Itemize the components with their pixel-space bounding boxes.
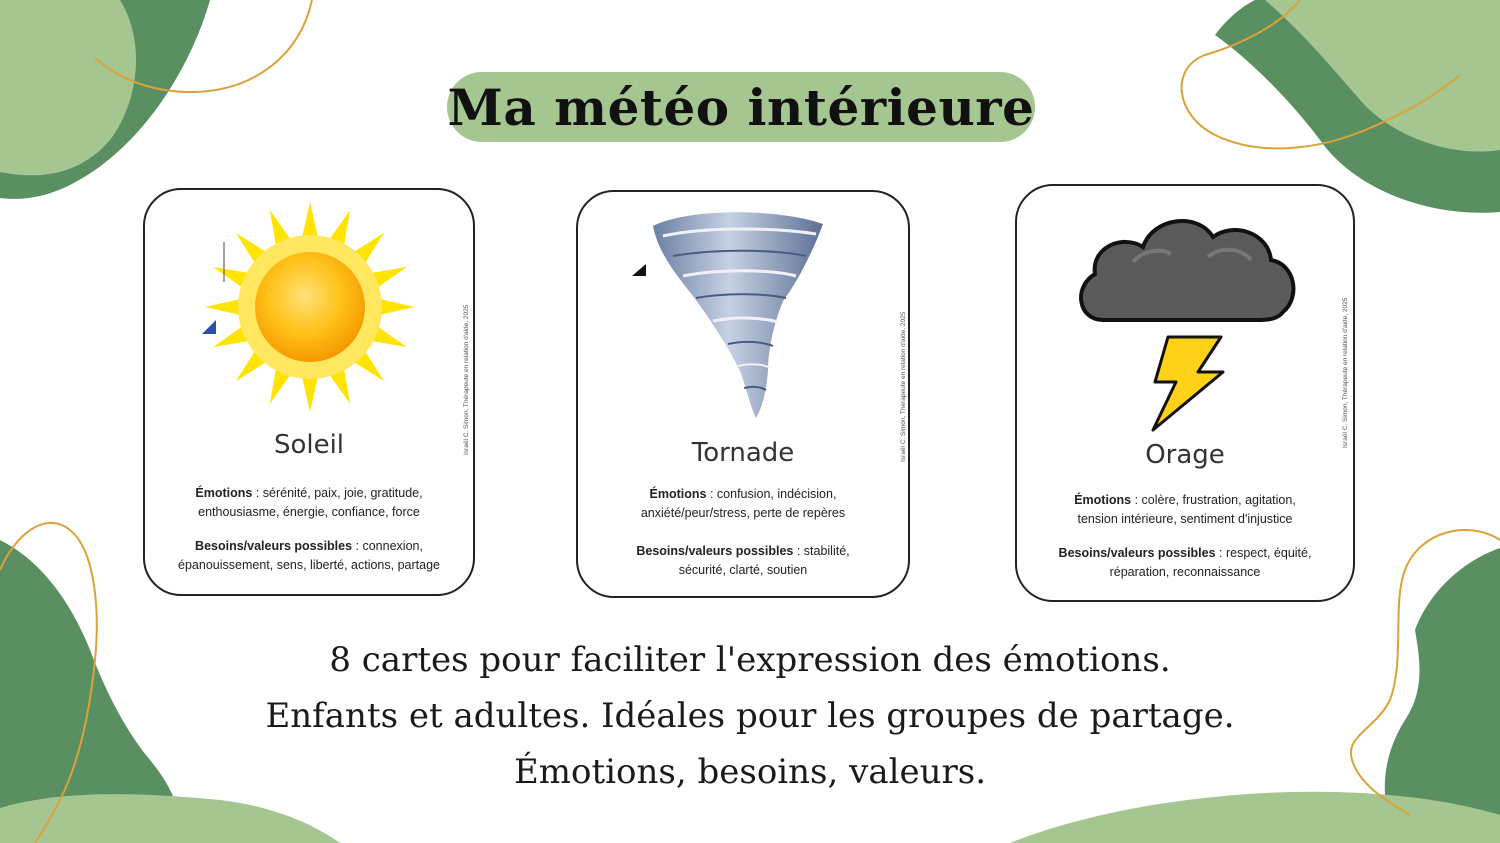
card-title: Orage bbox=[1145, 440, 1225, 470]
besoins-text bbox=[1031, 544, 1339, 582]
emotions-line2: tension intérieure, sentiment d'injustice bbox=[1077, 512, 1293, 526]
besoins-line2: sécurité, clarté, soutien bbox=[678, 563, 808, 577]
card-tornade bbox=[576, 190, 910, 598]
emotions-line2: enthousiasme, énergie, confiance, force bbox=[198, 505, 420, 519]
besoins-line2: épanouissement, sens, liberté, actions, partage bbox=[178, 558, 440, 572]
tagline bbox=[150, 632, 1350, 800]
card-title: Tornade bbox=[691, 438, 795, 468]
besoins-line1: : respect, équité, bbox=[1215, 546, 1312, 560]
card-credit: Israël C. Simon, Thérapeute en relation d'aide, 2025 bbox=[900, 311, 907, 462]
emotions-line2: anxiété/peur/stress, perte de repères bbox=[640, 506, 846, 520]
card-credit: Israël C. Simon, Thérapeute en relation d'aide, 2025 bbox=[463, 304, 470, 455]
emotions-line1: : sérénité, paix, joie, gratitude, bbox=[252, 486, 423, 500]
emotions-label: Émotions bbox=[1074, 493, 1132, 507]
tagline-line-1: 8 cartes pour faciliter l'expression des émotions. bbox=[329, 640, 1171, 680]
card-title: Soleil bbox=[273, 430, 345, 460]
card-soleil bbox=[143, 188, 475, 596]
sun-icon bbox=[200, 202, 420, 417]
emotions-line1: : confusion, indécision, bbox=[706, 487, 837, 501]
emotions-text bbox=[592, 485, 894, 523]
besoins-label: Besoins/valeurs possibles bbox=[195, 539, 353, 553]
emotions-line1: : colère, frustration, agitation, bbox=[1131, 493, 1296, 507]
emotions-text bbox=[1031, 491, 1339, 529]
card-credit: Israël C. Simon, Thérapeute en relation d'aide, 2025 bbox=[1342, 297, 1349, 448]
besoins-text bbox=[159, 537, 459, 575]
besoins-line1: : stabilité, bbox=[793, 544, 850, 558]
storm-cloud-icon bbox=[1073, 202, 1303, 432]
card-orage bbox=[1015, 184, 1355, 602]
emotions-label: Émotions bbox=[195, 486, 253, 500]
tagline-line-3: Émotions, besoins, valeurs. bbox=[513, 752, 986, 792]
emotions-text bbox=[159, 484, 459, 522]
tagline-line-2: Enfants et adultes. Idéales pour les groupes de partage. bbox=[265, 696, 1235, 736]
besoins-text bbox=[592, 542, 894, 580]
title-banner bbox=[447, 72, 1035, 142]
besoins-line1: : connexion, bbox=[352, 539, 423, 553]
besoins-label: Besoins/valeurs possibles bbox=[636, 544, 794, 558]
besoins-label: Besoins/valeurs possibles bbox=[1058, 546, 1216, 560]
besoins-line2: réparation, reconnaissance bbox=[1109, 565, 1261, 579]
page-title: Ma météo intérieure bbox=[447, 77, 1035, 137]
tornado-icon bbox=[628, 206, 828, 426]
emotions-label: Émotions bbox=[649, 487, 707, 501]
